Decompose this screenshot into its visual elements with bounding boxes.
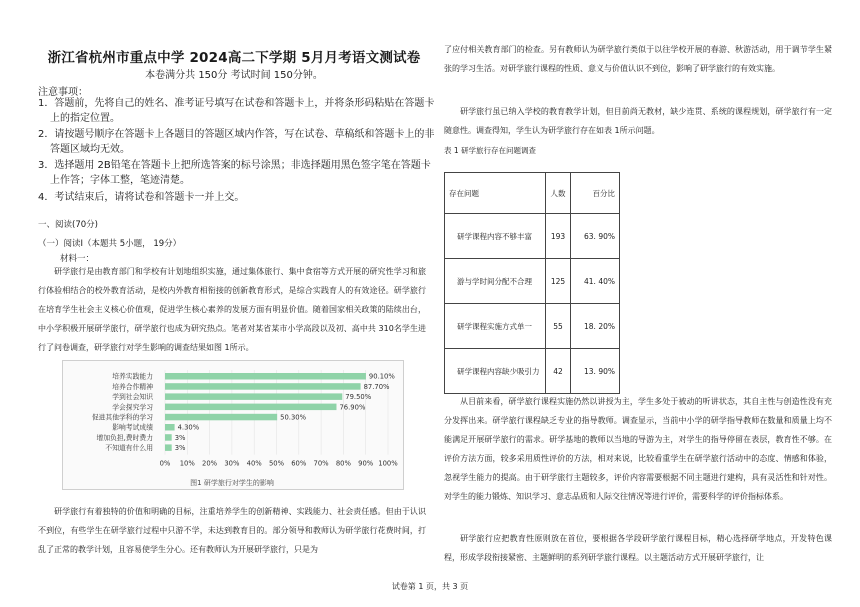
bar bbox=[165, 414, 277, 421]
data-label: 90.10% bbox=[368, 372, 395, 381]
category-label: 促进其他学科的学习 bbox=[91, 413, 153, 422]
exam-subtitle: 本卷满分共 150分 考试时间 150分钟。 bbox=[145, 70, 323, 81]
data-label: 50.30% bbox=[280, 413, 307, 422]
paragraph: 研学旅行应把教育性原则放在首位，要根据各学段研学旅行课程目标，精心选择研学地点，开发特色课程，形成学段衔接紧密、主题鲜明的系列研学旅行课程。以主题活动方式开展研学旅行，让 bbox=[444, 534, 832, 562]
chart-svg bbox=[63, 361, 403, 489]
data-label: 76.90% bbox=[339, 403, 366, 412]
notes-heading: 注意事项： bbox=[38, 87, 88, 98]
table-cell: 42 bbox=[546, 349, 571, 394]
table-cell: 游与学时间分配不合理 bbox=[445, 259, 546, 304]
paragraph: 了应付相关教育部门的检查。另有教师认为研学旅行类似于以往学校开展的春游、秋游活动，用于调节学生紧张的学习生活。对研学旅行课程的性质、意义与价值认识不到位，影响了研学旅行的有效实施。 bbox=[444, 45, 832, 73]
table-row bbox=[445, 349, 620, 394]
category-label: 学会探究学习 bbox=[112, 403, 153, 412]
bar bbox=[165, 404, 336, 411]
table-cell: 研学课程实施方式单一 bbox=[445, 304, 546, 349]
data-label: 3% bbox=[174, 433, 186, 442]
table-header-cell: 人数 bbox=[546, 173, 571, 214]
material-label: 材料一： bbox=[60, 254, 95, 264]
note-item: 2．请按题号顺序在答题卡上各题目的答题区域内作答，写在试卷、草稿纸和答题卡上的非答题区域均无效。 bbox=[38, 129, 435, 155]
x-tick-label: 0% bbox=[159, 459, 171, 468]
page-footer: 试卷第 1 页，共 3 页 bbox=[391, 582, 469, 591]
category-label: 增加负担,费时费力 bbox=[96, 433, 153, 442]
table-header-cell: 百分比 bbox=[571, 173, 620, 214]
bar bbox=[165, 424, 175, 431]
bar bbox=[165, 434, 172, 441]
table-cell: 125 bbox=[546, 259, 571, 304]
data-label: 87.70% bbox=[363, 382, 390, 391]
table-cell: 18. 20% bbox=[571, 304, 620, 349]
table-row bbox=[445, 259, 620, 304]
reading-heading: （一）阅读Ⅰ（本题共 5小题， 19分） bbox=[38, 239, 182, 249]
bar bbox=[165, 444, 172, 451]
table-cell: 63. 90% bbox=[571, 214, 620, 259]
x-tick-label: 10% bbox=[179, 459, 195, 468]
x-tick-label: 60% bbox=[291, 459, 307, 468]
table-cell: 55 bbox=[546, 304, 571, 349]
category-label: 学到社会知识 bbox=[112, 393, 153, 402]
table-header-cell: 存在问题 bbox=[445, 173, 546, 214]
category-label: 培养实践能力 bbox=[112, 372, 153, 381]
note-item: 3．选择题用 2B铅笔在答题卡上把所选答案的标号涂黑；非选择题用黑色签字笔在答题卡上作答；字体工整，笔迹清楚。 bbox=[38, 160, 431, 186]
data-label: 79.50% bbox=[345, 393, 372, 402]
section-heading: 一、阅读(70分) bbox=[38, 220, 98, 230]
table-header-row bbox=[445, 173, 620, 214]
bar bbox=[165, 373, 366, 380]
exam-title: 浙江省杭州市重点中学 2024高二下学期 5月月考语文测试卷 bbox=[47, 50, 421, 66]
table-cell: 研学课程内容不够丰富 bbox=[445, 214, 546, 259]
x-tick-label: 100% bbox=[378, 459, 398, 468]
note-item: 1．答题前，先将自己的姓名、准考证号填写在试卷和答题卡上，并将条形码粘贴在答题卡上的指定位置。 bbox=[38, 98, 435, 124]
survey-table-body bbox=[445, 173, 620, 394]
table-row bbox=[445, 214, 620, 259]
x-tick-label: 40% bbox=[246, 459, 262, 468]
bar bbox=[165, 393, 342, 400]
x-tick-label: 50% bbox=[268, 459, 285, 468]
chart-caption: 图1 研学旅行对学生的影响 bbox=[190, 479, 274, 487]
x-tick-label: 70% bbox=[313, 459, 329, 468]
paragraph: 从目前来看，研学旅行课程实施仍然以讲授为主，学生多处于被动的听讲状态，其自主性与创造性没有充分发挥出来。研学旅行课程缺乏专业的指导教师。调查显示，当前中小学的研学指导教师在数量和质量上均不能满足开展研学旅行的需求。研学基地的教师以当地的导游为主，对学生的指导停留在表层，教育性不够。在评价方法方面，较多采用质性评价的方法，相对来说，比较看重学生在研学旅行活动中的态度、情感和体验，忽视学生能力的提高。由于研学旅行主题较多，评价内容需要根据不同主题进行建构，具有灵活性和针对性。对学生的能力锻炼、知识学习、意志品质和人际交往情况等进行评价，需要科学的评价指标体系。 bbox=[444, 397, 832, 501]
table-caption: 表 1 研学旅行存在问题调查 bbox=[444, 146, 537, 155]
category-label: 不知道有什么用 bbox=[105, 444, 153, 453]
table-cell: 13. 90% bbox=[571, 349, 620, 394]
table-cell: 研学课程内容缺少吸引力 bbox=[445, 349, 546, 394]
note-item: 4．考试结束后，请将试卷和答题卡一并上交。 bbox=[38, 192, 245, 203]
data-label: 3% bbox=[174, 444, 186, 453]
x-tick-label: 30% bbox=[224, 459, 240, 468]
bar bbox=[165, 383, 361, 390]
paragraph: 研学旅行虽已纳入学校的教育教学计划，但目前尚无教材，缺少连贯、系统的课程规划，研学旅行有一定随意性。调查得知，学生认为研学旅行存在如表 1所示问题。 bbox=[444, 107, 832, 135]
table-row bbox=[445, 304, 620, 349]
survey-table bbox=[444, 172, 620, 394]
category-label: 影响考试成绩 bbox=[112, 423, 153, 432]
bar-chart bbox=[62, 360, 404, 490]
x-tick-label: 80% bbox=[335, 459, 351, 468]
table-cell: 41. 40% bbox=[571, 259, 620, 304]
data-label: 4.30% bbox=[177, 423, 200, 432]
x-tick-label: 90% bbox=[358, 459, 374, 468]
table-cell: 193 bbox=[546, 214, 571, 259]
category-label: 培养合作精神 bbox=[112, 382, 153, 391]
x-tick-label: 20% bbox=[202, 459, 218, 468]
paragraph: 研学旅行是由教育部门和学校有计划地组织实施，通过集体旅行、集中食宿等方式开展的研究性学习和旅行体验相结合的校外教育活动，是校内外教育相衔接的创新教育形式，是综合实践育人的有效途径。研学旅行在培育学生社会主义核心价值观，促进学生核心素养的发展方面有明显价值。随着国家相关政策的陆续出台，中小学积极开展研学旅行，研学旅行也成为研究热点。笔者对某省某市小学高段以及初、高中共 310名学生进行了问卷调查，研学旅行对学生影响的调查结果如图 1所示。 bbox=[38, 267, 426, 352]
paragraph: 研学旅行有着独特的价值和明确的目标，注重培养学生的创新精神、实践能力、社会责任感。但由于认识不到位，有些学生在研学旅行过程中只游不学，未达到教育目的。部分领导和教师认为研学旅行花费时间，打乱了正常的教学计划，且容易使学生分心。还有教师认为开展研学旅行，只是为 bbox=[38, 507, 426, 554]
